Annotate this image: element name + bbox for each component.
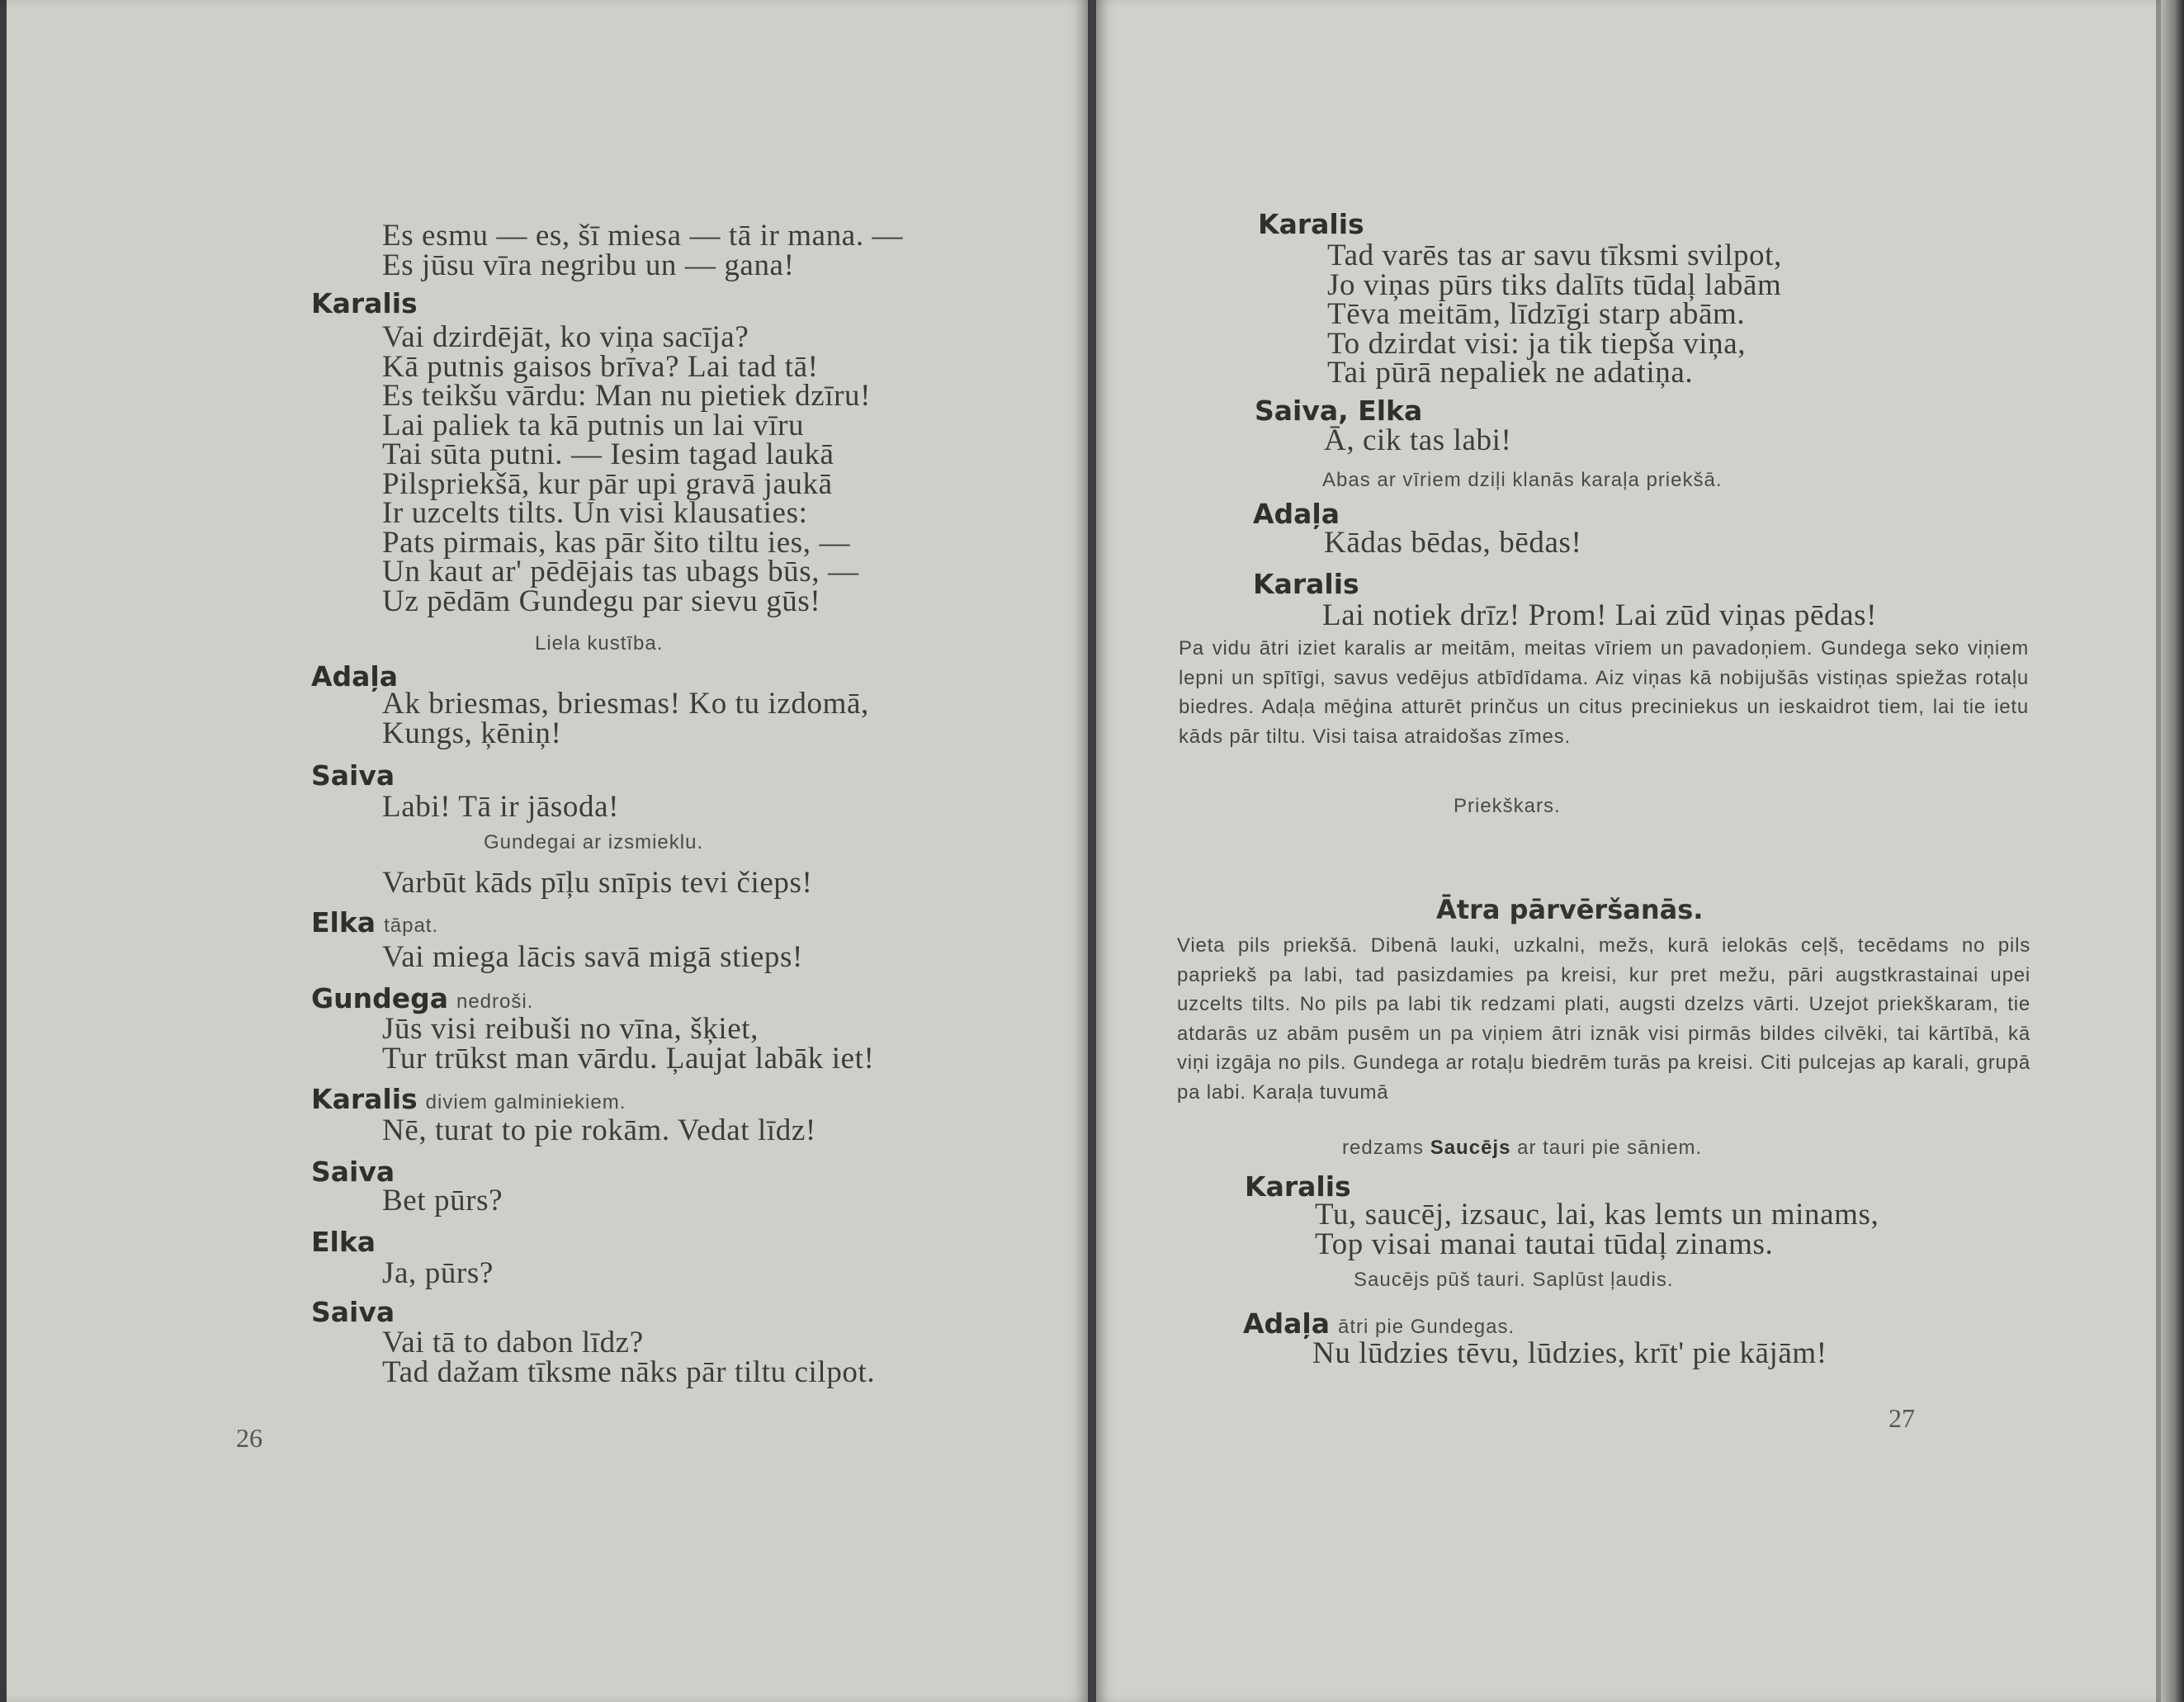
verse-line: Ā, cik tas labi!	[1324, 423, 1512, 457]
verse-line: Tur trūkst man vārdu. Ļaujat labāk iet!	[382, 1041, 875, 1076]
curtain-note: Priekškars.	[1454, 795, 1561, 817]
stage-text: ar tauri pie sāniem.	[1517, 1137, 1703, 1159]
stage-direction: nedroši.	[456, 990, 534, 1013]
verse-line: Kungs, ķēniņ!	[382, 716, 562, 750]
verse-line: Kā putnis gaisos brīva? Lai tad tā!	[382, 349, 819, 384]
speaker-saiva: Saiva	[311, 1296, 395, 1328]
verse-line: Es jūsu vīra negribu un — gana!	[382, 248, 795, 282]
stage-direction: Saucējs pūš tauri. Saplūst ļaudis.	[1354, 1269, 1674, 1291]
speaker-saiva-elka: Saiva, Elka	[1255, 395, 1423, 427]
verse-line: Vai miega lācis savā migā stieps!	[382, 940, 803, 974]
karalis-verse	[1327, 241, 1782, 388]
karalis-verse	[382, 320, 872, 618]
speaker-elka: Elka	[311, 1226, 376, 1258]
verse-line: Un kaut ar' pēdējais tas ubags būs, —	[382, 555, 859, 589]
section-heading: Ātra pārvēršanās.	[1436, 894, 1704, 925]
speaker-karalis: Karalis	[1258, 208, 1364, 240]
book-gutter	[1088, 0, 1096, 1702]
stage-direction: Liela kustība.	[535, 632, 664, 655]
page-number: 26	[236, 1423, 262, 1453]
verse-line: Nē, turat to pie rokām. Vedat līdz!	[382, 1113, 816, 1147]
verse-line: Jūs visi reibuši no vīna, šķiet,	[382, 1012, 759, 1046]
verse-line: Ja, pūrs?	[382, 1256, 494, 1290]
verse-line: Tu, saucēj, izsauc, lai, kas lemts un minams,	[1315, 1198, 1879, 1232]
speaker-karalis: Karalis	[1245, 1170, 1351, 1203]
speaker-name: Karalis	[311, 1083, 418, 1115]
verse-line: Lai paliek ta kā putnis un lai vīru	[382, 408, 805, 442]
verse-line: Jo viņas pūrs tiks dalīts tūdaļ labām	[1327, 267, 1782, 302]
speaker-name: Gundega	[311, 982, 448, 1014]
speaker-elka	[311, 906, 438, 943]
karalis-verse	[1315, 1200, 1879, 1259]
verse-line: Varbūt kāds pīļu snīpis tevi čieps!	[382, 866, 813, 900]
stage-character-name: Saucējs	[1430, 1137, 1511, 1159]
gundega-verse	[382, 1012, 875, 1076]
verse-line: Es teikšu vārdu: Man nu pietiek dzīru!	[382, 379, 872, 413]
stage-direction: diviem galminiekiem.	[425, 1091, 626, 1113]
verse-line: Vai tā to dabon līdz?	[382, 1326, 644, 1359]
right-page	[1096, 0, 2161, 1702]
verse-line: Es esmu — es, šī miesa — tā ir mana. —	[382, 219, 904, 253]
page-number: 27	[1889, 1403, 1915, 1433]
stage-direction: Abas ar vīriem dziļi klanās karaļa priekšā.	[1322, 469, 1723, 491]
stage-direction: tāpat.	[384, 915, 439, 937]
adala-verse	[382, 689, 869, 748]
saiva-verse	[382, 1328, 875, 1387]
speaker-karalis: Karalis	[1253, 568, 1359, 600]
verse-line: Pats pirmais, kas pār šito tiltu ies, —	[382, 525, 851, 560]
verse-line: Ak briesmas, briesmas! Ko tu izdomā,	[382, 687, 869, 721]
verse-line: Uz pēdām Gundegu par sievu gūs!	[382, 584, 821, 618]
speaker-name: Adaļa	[1243, 1307, 1331, 1340]
verse-line: Kādas bēdas, bēdas!	[1324, 526, 1582, 560]
verse-line: Tad dažam tīksme nāks pār tiltu cilpot.	[382, 1355, 876, 1389]
verse-line: Tai pūrā nepaliek ne adatiņa.	[1327, 356, 1694, 390]
stage-paragraph-last-line	[1342, 1137, 1702, 1160]
stage-paragraph: Vieta pils priekšā. Dibenā lauki, uzkalni, mežs, kurā ielokās ceļš, tecēdams no pils papriekš pa labi, tad pasizdamies pa kreisi, kur pret mežu, pāri augstkrastainai upei uzcelts tilts. No pils pa labi tik redzami plati, augsti dzelzs vārti. Uzejot priekškaram, tie atdarās uz abām pusēm un pa viņiem ātri iznāk visi pirmās bildes cilvēki, tai kārtībā, kā viņi izgāja no pils. Gundega ar rotaļu biedrēm turās pa kreisi. Citi pulcejas ap karali, grupā pa labi. Karaļa tuvumā	[1177, 934, 2030, 1104]
speaker-saiva: Saiva	[311, 1156, 395, 1188]
speaker-saiva: Saiva	[311, 759, 395, 792]
verse-line: To dzirdat visi: ja tik tiepša viņa,	[1327, 326, 1747, 361]
verse-line: Bet pūrs?	[382, 1184, 503, 1217]
page-edge	[2161, 0, 2184, 1702]
verse-line: Top visai manai tautai tūdaļ zinams.	[1315, 1227, 1774, 1261]
stage-direction: Gundegai ar izsmieklu.	[484, 831, 704, 853]
speaker-adala: Adaļa	[1253, 498, 1340, 530]
stage-paragraph: Pa vidu ātri iziet karalis ar meitām, meitas vīriem un pavadoņiem. Gundega seko viņiem lepni un spītīgi, savus vedējus atbīdīdama. Aiz viņas kā nobijušās vistiņas spiežas rotaļu biedres. Adaļa mēģina atturēt prinčus un citus preciniekus un ieskaidrot tiem, lai tie ietu kāds pār tiltu. Visi taisa atraidošas zīmes.	[1179, 637, 2029, 748]
verse-line: Vai dzirdējāt, ko viņa sacīja?	[382, 320, 749, 354]
verse-line: Lai notiek drīz! Prom! Lai zūd viņas pēdas!	[1322, 598, 1878, 632]
verse-line: Labi! Tā ir jāsoda!	[382, 790, 620, 824]
stage-direction: ātri pie Gundegas.	[1338, 1316, 1515, 1338]
verse-line: Pilspriekšā, kur pār upi gravā jaukā	[382, 466, 833, 501]
verse-line: Tai sūta putni. — Iesim tagad laukā	[382, 437, 834, 471]
opening-verse	[382, 221, 903, 280]
speaker-karalis: Karalis	[311, 287, 418, 319]
verse-line: Tēva meitām, līdzīgi starp abām.	[1327, 297, 1746, 331]
verse-line: Tad varēs tas ar savu tīksmi svilpot,	[1327, 239, 1782, 272]
speaker-name: Elka	[311, 906, 376, 938]
left-page	[0, 0, 1088, 1702]
verse-line: Ir uzcelts tilts. Un visi klausaties:	[382, 496, 808, 530]
speaker-adala: Adaļa	[311, 660, 399, 693]
stage-text: redzams	[1342, 1137, 1425, 1159]
verse-line: Nu lūdzies tēvu, lūdzies, krīt' pie kājām!	[1312, 1336, 1827, 1370]
